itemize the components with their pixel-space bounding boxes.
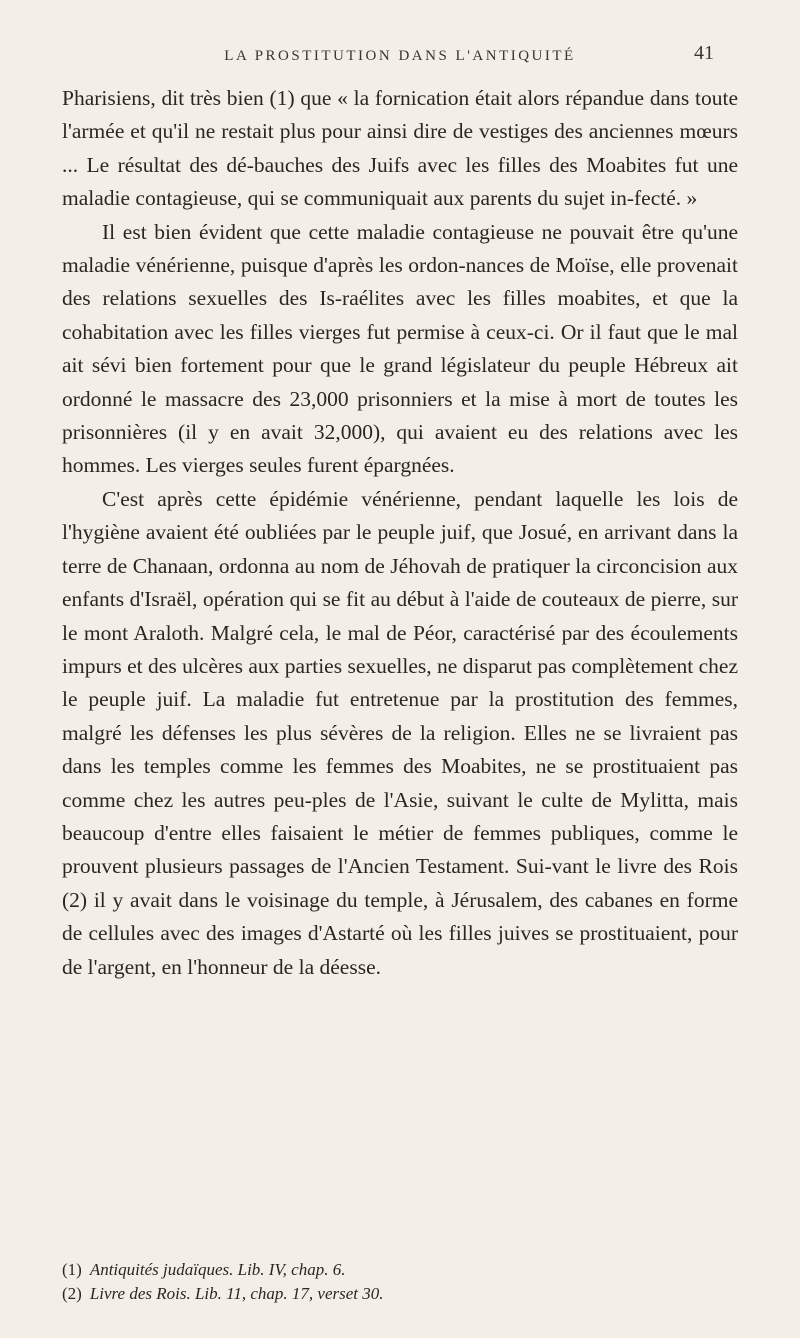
- paragraph: Il est bien évident que cette maladie contagieuse ne pouvait être qu'une maladie vénérienne, puisque d'après les ordon-nances de Moïse, elle provenait des relations sexuelles des Is-raélites avec les filles moabites, et que la cohabitation avec les filles vierges fut permise à ceux-ci. Or il faut que le mal ait sévi bien fortement pour que le grand législateur du peuple Hébreux ait ordonné le massacre des 23,000 prisonniers et la mise à mort de toutes les prisonnières (il y en avait 32,000), qui avaient eu des relations avec les hommes. Les vierges seules furent épargnées.: [62, 219, 738, 478]
- running-head: LA PROSTITUTION DANS L'ANTIQUITÉ: [224, 48, 576, 64]
- footnote-text: Antiquités judaïques. Lib. IV, chap. 6.: [89, 1260, 346, 1279]
- footnotes: [62, 1258, 738, 1306]
- footnote: [62, 1258, 738, 1282]
- footnote-number: (1): [62, 1260, 82, 1279]
- paragraph: Pharisiens, dit très bien (1) que « la fornication était alors répandue dans toute l'armée et qu'il ne restait plus pour ainsi dire de vestiges des anciennes mœurs ... Le résultat des dé-bauches des Juifs avec les filles des Moabites fut une maladie contagieuse, qui se communiquait aux parents du sujet in-fecté. »: [62, 86, 738, 211]
- footnote-text: Livre des Rois. Lib. 11, chap. 17, verset 30.: [89, 1284, 384, 1303]
- footnote: [62, 1282, 738, 1306]
- body-text: [62, 82, 738, 984]
- footnote-number: (2): [62, 1284, 82, 1303]
- paragraph: C'est après cette épidémie vénérienne, pendant laquelle les lois de l'hygiène avaient été oubliées par le peuple juif, que Josué, en arrivant dans la terre de Chanaan, ordonna au nom de Jéhovah de pratiquer la circoncision aux enfants d'Israël, opération qui se fit au début à l'aide de couteaux de pierre, sur le mont Araloth. Malgré cela, le mal de Péor, caractérisé par des écoulements impurs et des ulcères aux parties sexuelles, ne disparut pas complètement chez le peuple juif. La maladie fut entretenue par la prostitution des femmes, malgré les défenses les plus sévères de la religion. Elles ne se livraient pas dans les temples comme les femmes des Moabites, ne se prostituaient pas comme chez les autres peu-ples de l'Asie, suivant le culte de Mylitta, mais beaucoup d'entre elles faisaient le métier de femmes publiques, comme le prouvent plusieurs passages de l'Ancien Testament. Sui-vant le livre des Rois (2) il y avait dans le voisinage du temple, à Jérusalem, des cabanes en forme de cellules avec des images d'Astarté où les filles juives se prostituaient, pour de l'argent, en l'honneur de la déesse.: [62, 486, 738, 979]
- page-number: 41: [694, 42, 714, 64]
